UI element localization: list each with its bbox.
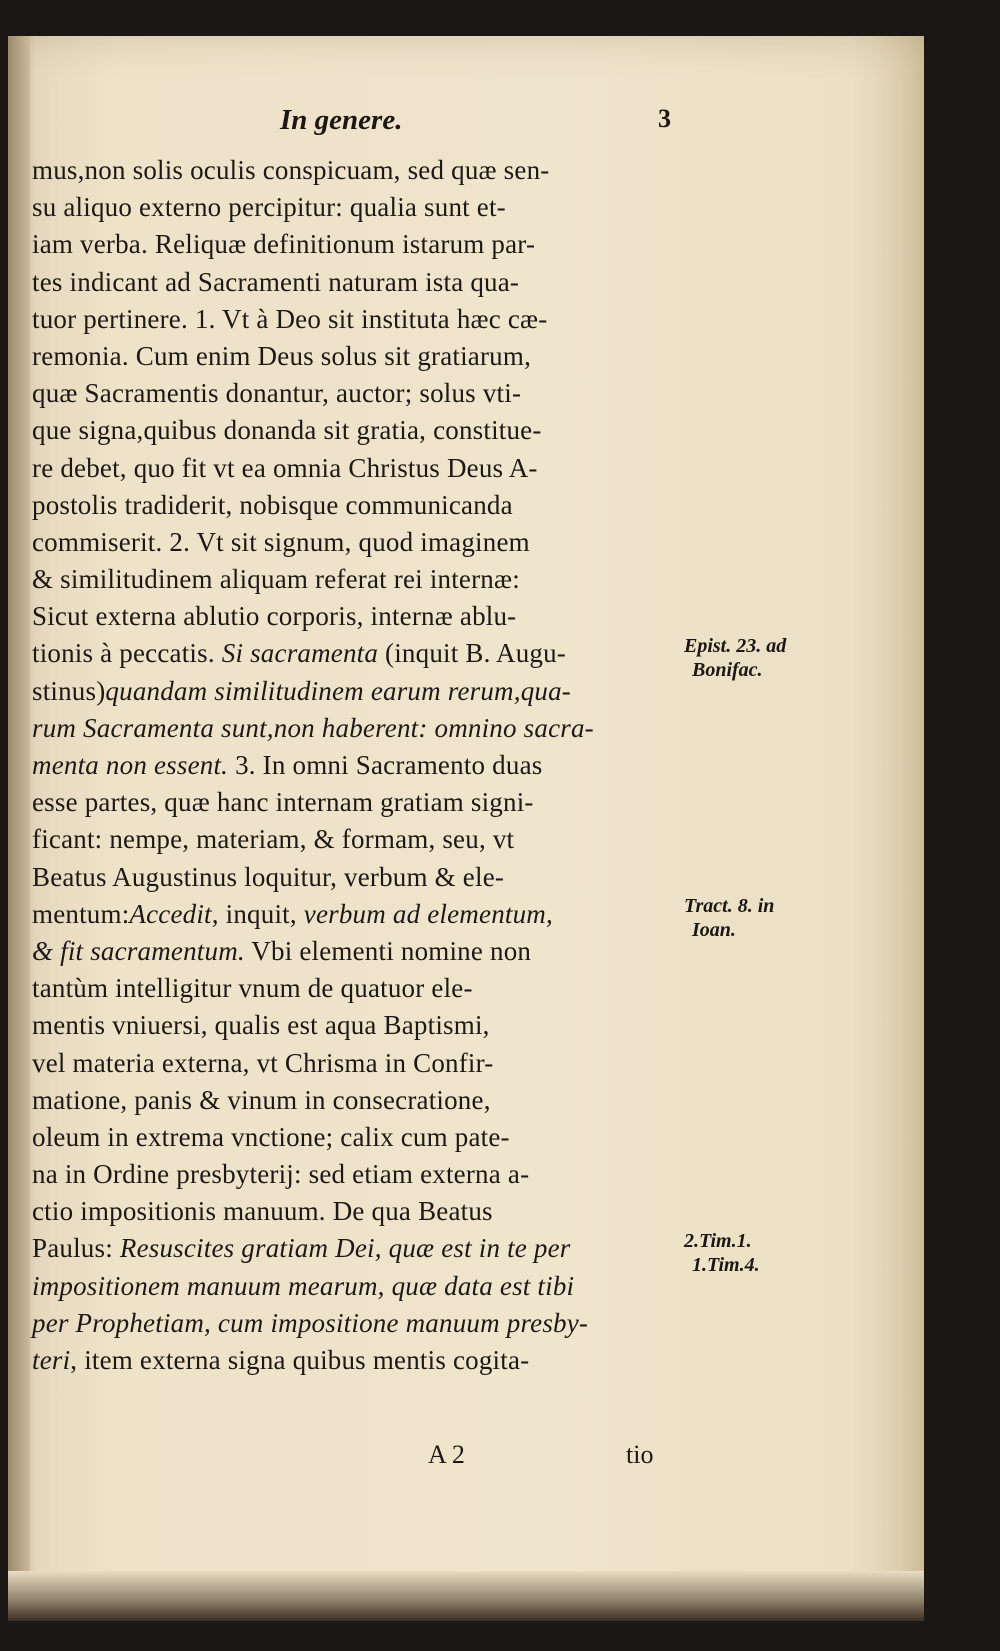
body-text	[32, 152, 682, 1379]
roman-text: postolis tradiderit, nobisque communicanda	[32, 489, 513, 520]
margin-note-line: Ioan.	[692, 919, 736, 941]
roman-text: remonia. Cum enim Deus solus sit gratiarum,	[32, 340, 532, 371]
roman-text: & similitudinem aliquam referat rei internæ:	[32, 564, 520, 595]
header-signature-mark: 3	[658, 104, 671, 133]
text-line	[32, 1342, 682, 1379]
margin-note-line: Bonifac.	[692, 658, 763, 681]
roman-text: su aliquo externo percipitur: qualia sunt et-	[32, 192, 506, 223]
roman-text: quæ Sacramentis donantur, auctor; solus vti-	[32, 378, 522, 409]
roman-text: , item externa signa quibus mentis cogita-	[70, 1345, 530, 1375]
text-line	[32, 821, 682, 858]
roman-text: tantùm intelligitur vnum de quatuor ele-	[32, 973, 473, 1004]
roman-text: mus,non solis oculis conspicuam, sed quæ sen-	[32, 155, 550, 185]
margin-note	[684, 894, 774, 942]
margin-note	[684, 634, 786, 682]
text-line	[32, 226, 682, 263]
text-line	[32, 152, 682, 189]
italic-text: Resuscites gratiam Dei, quæ est in te per	[119, 1233, 571, 1264]
text-line	[32, 747, 682, 784]
running-title: In genere.	[280, 104, 403, 136]
roman-text: mentis vniuersi, qualis est aqua Baptismi,	[32, 1010, 490, 1041]
roman-text: na in Ordine presbyterij: sed etiam externa a-	[32, 1159, 530, 1190]
margin-note-line: 1.Tim.4.	[692, 1253, 760, 1276]
roman-text: tionis à peccatis.	[32, 638, 222, 669]
text-line	[32, 338, 682, 375]
text-line	[32, 970, 682, 1007]
text-line	[32, 1230, 682, 1267]
roman-text: re debet, quo fit vt ea omnia Christus Deus A-	[32, 452, 538, 483]
page-bottom-edge	[8, 1571, 924, 1621]
text-line	[32, 1268, 682, 1305]
page-footer	[8, 1440, 708, 1476]
signature-mark: A 2	[428, 1440, 465, 1469]
italic-text: impositionem manuum mearum, quæ data est tibi	[32, 1270, 575, 1301]
italic-text: per Prophetiam, cum impositione manuum presby-	[32, 1307, 589, 1338]
italic-text: rum Sacramenta sunt,non haberent: omnino sacra-	[32, 712, 594, 743]
roman-text: ficant: nempe, materiam, & formam, seu, vt	[32, 824, 515, 855]
roman-text: stinus)	[32, 675, 106, 706]
text-line	[32, 635, 682, 672]
roman-text: (inquit B. Augu-	[378, 638, 566, 669]
text-line	[32, 673, 682, 710]
page-spine-shadow	[8, 36, 30, 1621]
roman-text: Vbi elementi nomine non	[244, 935, 532, 966]
text-line	[32, 1156, 682, 1193]
roman-text: oleum in extrema vnctione; calix cum pate-	[32, 1121, 510, 1152]
text-line	[32, 301, 682, 338]
roman-text: matione, panis & vinum in consecratione,	[32, 1084, 491, 1115]
roman-text: que signa,quibus donanda sit gratia, constitue-	[32, 415, 542, 446]
text-line	[32, 524, 682, 561]
italic-text: verbum ad elementum,	[303, 898, 553, 929]
margin-note-line: Epist. 23. ad	[684, 634, 787, 657]
catchword: tio	[626, 1440, 654, 1469]
text-line	[32, 561, 682, 598]
margin-note-line: Tract. 8. in	[684, 895, 775, 917]
text-line	[32, 1305, 682, 1342]
text-line	[32, 1082, 682, 1119]
roman-text: Paulus:	[32, 1233, 120, 1264]
margin-note	[684, 1229, 760, 1277]
italic-text: teri	[32, 1345, 71, 1375]
text-line	[32, 375, 682, 412]
text-line	[32, 1193, 682, 1230]
roman-text: tuor pertinere. 1. Vt à Deo sit instituta hæc cæ-	[32, 303, 548, 334]
italic-text: quandam similitudinem earum rerum,qua-	[105, 675, 571, 706]
roman-text: Beatus Augustinus loquitur, verbum & ele-	[32, 861, 505, 892]
text-line	[32, 189, 682, 226]
roman-text: mentum:	[32, 898, 130, 929]
roman-text: Sicut externa ablutio corporis, internæ ablu-	[32, 601, 517, 632]
italic-text: menta non essent.	[32, 750, 229, 780]
text-line	[32, 710, 682, 747]
book-page	[8, 36, 924, 1621]
text-line	[32, 487, 682, 524]
text-line	[32, 598, 682, 635]
roman-text: 3. In omni Sacramento duas	[228, 750, 543, 780]
roman-text: vel materia externa, vt Chrisma in Confir-	[32, 1047, 494, 1078]
page-header	[8, 104, 698, 144]
text-line	[32, 1045, 682, 1082]
italic-text: Si sacramenta	[221, 638, 379, 669]
text-line	[32, 933, 682, 970]
text-line	[32, 1119, 682, 1156]
roman-text: ctio impositionis manuum. De qua Beatus	[32, 1196, 493, 1227]
text-line	[32, 896, 682, 933]
roman-text: tes indicant ad Sacramenti naturam ista qua-	[32, 266, 520, 297]
text-line	[32, 450, 682, 487]
italic-text: Accedit,	[129, 898, 219, 929]
text-line	[32, 784, 682, 821]
roman-text: iam verba. Reliquæ definitionum istarum par-	[32, 229, 536, 260]
roman-text: commiserit. 2. Vt sit signum, quod imaginem	[32, 526, 530, 557]
italic-text: & fit sacramentum.	[32, 935, 245, 966]
text-line	[32, 859, 682, 896]
margin-note-line: 2.Tim.1.	[684, 1229, 752, 1252]
roman-text: esse partes, quæ hanc internam gratiam signi-	[32, 787, 534, 818]
text-line	[32, 1007, 682, 1044]
text-line	[32, 264, 682, 301]
text-line	[32, 412, 682, 449]
roman-text: inquit,	[218, 898, 304, 929]
